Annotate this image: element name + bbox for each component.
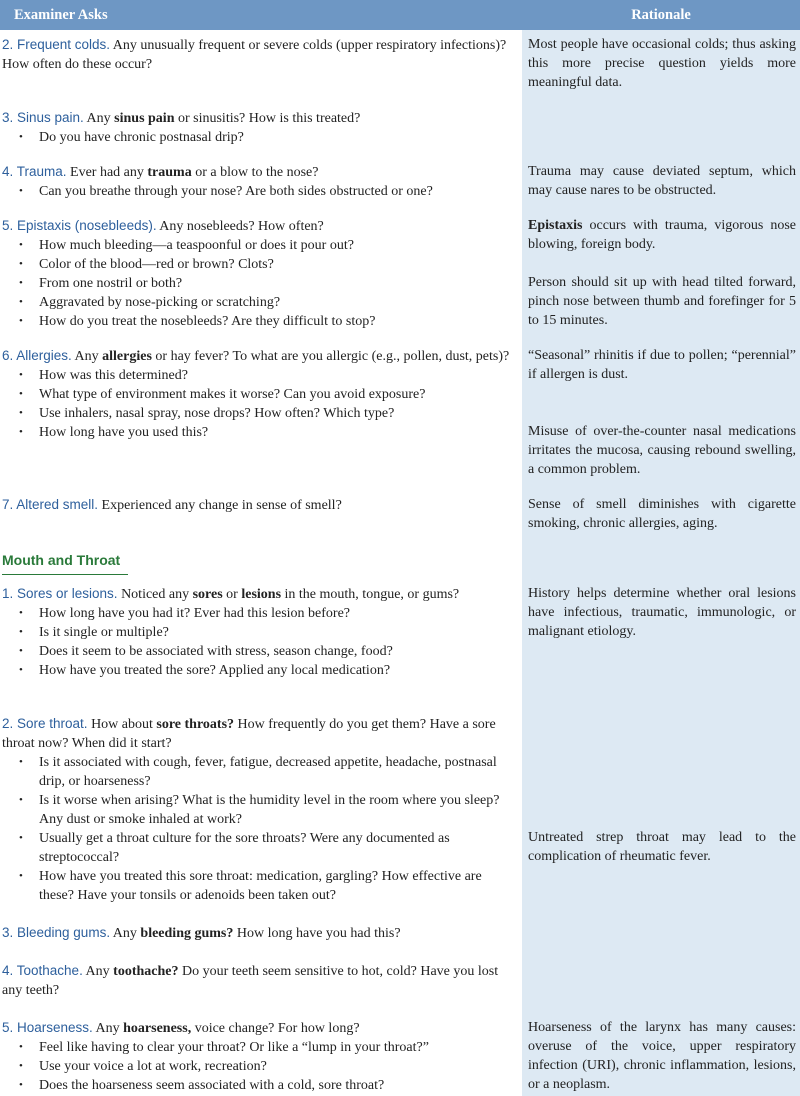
question-epistaxis: 5. Epistaxis (nosebleeds). Any nosebleeds? How often? • How much bleeding—a teaspoonful or does it pour out? • Color of the blood—red or brown? Clots? • From one nostril or both? • Aggravated by nose-picking or scratching? • How do you treat the nosebleeds? Are they difficult to stop? <box>2 216 510 331</box>
rationale-nasal-medications: Misuse of over-the-counter nasal medications irritates the mucosa, causing rebound swelling, a common problem. <box>528 424 796 477</box>
list-item: • How long have you had it? Ever had this lesion before? <box>2 604 510 623</box>
list-item: • Use inhalers, nasal spray, nose drops? How often? Which type? <box>2 404 510 423</box>
list-item: • Can you breathe through your nose? Are both sides obstructed or one? <box>2 182 510 201</box>
question-number: 5. Hoarseness. <box>2 1020 93 1035</box>
list-item: • How much bleeding—a teaspoonful or does it pour out? <box>2 236 510 255</box>
rationale-hoarseness: Hoarseness of the larynx has many causes: overuse of the voice, upper respiratory infection (URI), chronic inflammation, lesions, or a neoplasm. <box>528 1020 796 1092</box>
question-number: 6. Allergies. <box>2 348 72 363</box>
list-item: • How was this determined? <box>2 366 510 385</box>
list-item: • How long have you used this? <box>2 423 510 442</box>
question-number: 4. Toothache. <box>2 963 83 978</box>
header-rationale: Rationale <box>631 7 691 23</box>
question-number: 7. Altered smell. <box>2 497 99 512</box>
question-allergies: 6. Allergies. Any allergies or hay fever? To what are you allergic (e.g., pollen, dust, pets)? • How was this determined? • What type of environment makes it worse? Can you avoid exposure? • Use inhalers, nasal spray, nose drops? How often? Which type? • How long have you used this? <box>2 346 510 442</box>
question-trauma: 4. Trauma. Ever had any trauma or a blow to the nose? • Can you breathe through your nose? Are both sides obstructed or one? <box>2 162 510 201</box>
rationale-altered-smell: Sense of smell diminishes with cigarette smoking, chronic allergies, aging. <box>528 497 796 531</box>
list-item: • Does it seem to be associated with stress, season change, food? <box>2 642 510 661</box>
list-item: • What type of environment makes it worse? Can you avoid exposure? <box>2 385 510 404</box>
table-header <box>0 0 800 30</box>
question-number: 5. Epistaxis (nosebleeds). <box>2 218 157 233</box>
rationale-nosebleed-care: Person should sit up with head tilted forward, pinch nose between thumb and forefinger for 5 to 15 minutes. <box>528 275 796 328</box>
list-item: • Aggravated by nose-picking or scratching? <box>2 293 510 312</box>
list-item: • Is it single or multiple? <box>2 623 510 642</box>
question-frequent-colds: 2. Frequent colds. Any unusually frequent or severe colds (upper respiratory infections)? How often do these occur? <box>2 37 507 72</box>
question-number: 1. Sores or lesions. <box>2 586 118 601</box>
question-sore-throat: 2. Sore throat. How about sore throats? How frequently do you get them? Have a sore throat now? When did it start? • Is it associated with cough, fever, fatigue, decreased appetite, headache, postnasal drip, or hoarseness? • Is it worse when arising? What is the humidity level in the room where you sleep? Any dust or smoke inhaled at work? • Usually get a throat culture for the sore throats? Were any documented as streptococcal? • How have you treated this sore throat: medication, gargling? How effective are these? Have your tonsils or adenoids been taken out? <box>2 714 510 905</box>
rationale-epistaxis: Epistaxis occurs with trauma, vigorous nose blowing, foreign body. <box>528 218 796 252</box>
rationale-allergies: “Seasonal” rhinitis if due to pollen; “perennial” if allergen is dust. <box>528 348 796 382</box>
question-altered-smell: 7. Altered smell. Experienced any change in sense of smell? <box>2 497 342 513</box>
list-item: • Use your voice a lot at work, recreation? <box>2 1057 510 1076</box>
question-hoarseness: 5. Hoarseness. Any hoarseness, voice change? For how long? • Feel like having to clear your throat? Or like a “lump in your throat?” • Use your voice a lot at work, recreation? • Does the hoarseness seem associated with a cold, sore throat? <box>2 1018 510 1095</box>
question-sinus-pain: 3. Sinus pain. Any sinus pain or sinusitis? How is this treated? • Do you have chronic postnasal drip? <box>2 108 510 147</box>
list-item: • Feel like having to clear your throat? Or like a “lump in your throat?” <box>2 1038 510 1057</box>
list-item: • How do you treat the nosebleeds? Are they difficult to stop? <box>2 312 510 331</box>
rationale-trauma: Trauma may cause deviated septum, which may cause nares to be obstructed. <box>528 164 796 198</box>
question-number: 2. Frequent colds. <box>2 37 111 52</box>
question-sores-lesions: 1. Sores or lesions. Noticed any sores or lesions in the mouth, tongue, or gums? • How long have you had it? Ever had this lesion before? • Is it single or multiple? • Does it seem to be associated with stress, season change, food? • How have you treated the sore? Applied any local medication? <box>2 584 510 680</box>
question-number: 3. Bleeding gums. <box>2 925 111 940</box>
rationale-oral-lesions: History helps determine whether oral lesions have infectious, traumatic, immunologic, or malignant etiology. <box>528 586 796 639</box>
list-item: • Is it worse when arising? What is the humidity level in the room where you sleep? Any dust or smoke inhaled at work? <box>2 791 510 829</box>
question-bleeding-gums: 3. Bleeding gums. Any bleeding gums? How long have you had this? <box>2 925 401 941</box>
list-item: • How have you treated this sore throat: medication, gargling? How effective are these? Have your tonsils or adenoids been taken out? <box>2 867 510 905</box>
question-number: 2. Sore throat. <box>2 716 88 731</box>
question-number: 3. Sinus pain. <box>2 110 84 125</box>
list-item: • Do you have chronic postnasal drip? <box>2 128 510 147</box>
rationale-strep-throat: Untreated strep throat may lead to the complication of rheumatic fever. <box>528 830 796 864</box>
list-item: • How have you treated the sore? Applied any local medication? <box>2 661 510 680</box>
list-item: • Does the hoarseness seem associated with a cold, sore throat? <box>2 1076 510 1095</box>
list-item: • Usually get a throat culture for the sore throats? Were any documented as streptococcal? <box>2 829 510 867</box>
section-title: Mouth and Throat <box>2 552 128 575</box>
header-examiner-asks: Examiner Asks <box>14 7 108 23</box>
question-number: 4. Trauma. <box>2 164 67 179</box>
list-item: • Is it associated with cough, fever, fatigue, decreased appetite, headache, postnasal drip, or hoarseness? <box>2 753 510 791</box>
list-item: • Color of the blood—red or brown? Clots? <box>2 255 510 274</box>
rationale-frequent-colds: Most people have occasional colds; thus asking this more precise question yields more meaningful data. <box>528 37 796 90</box>
question-toothache: 4. Toothache. Any toothache? Do your teeth seem sensitive to hot, cold? Have you lost any teeth? <box>2 963 499 998</box>
list-item: • From one nostril or both? <box>2 274 510 293</box>
